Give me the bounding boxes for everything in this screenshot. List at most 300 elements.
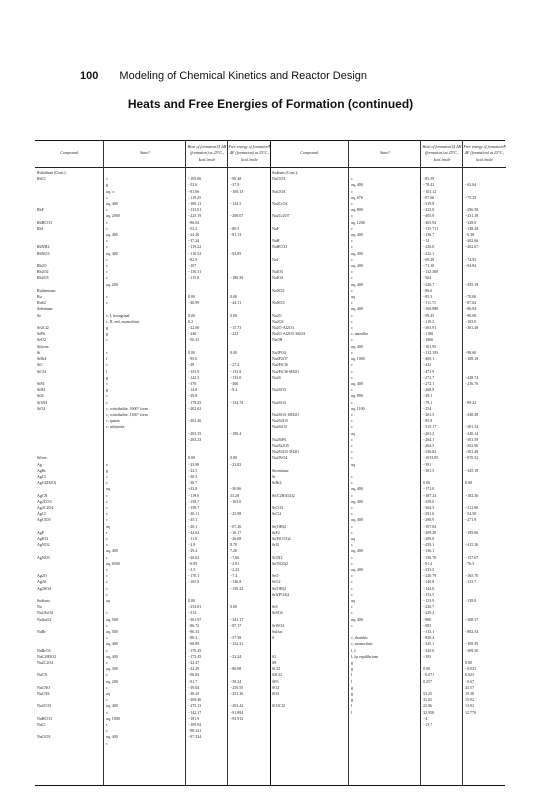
table-cell: c bbox=[106, 573, 108, 579]
table-cell: −230.38 bbox=[465, 411, 479, 417]
table-cell: l, λ bbox=[351, 647, 357, 653]
table-cell: aq, 400 bbox=[106, 548, 118, 554]
table-cell: −86.08 bbox=[230, 666, 242, 672]
compound-list bbox=[35, 168, 103, 741]
free-energy-column bbox=[462, 140, 506, 785]
table-cell: −53.2 bbox=[188, 225, 198, 231]
table-cell: −459.1 bbox=[423, 542, 435, 548]
table-cell: Ruthenium: bbox=[37, 287, 56, 293]
table-cell: −91.4 bbox=[423, 560, 433, 566]
table-cell: −135.711 bbox=[423, 225, 439, 231]
table-cell: −182.36 bbox=[465, 492, 479, 498]
table-cell: c bbox=[351, 492, 353, 498]
table-cell: −246 bbox=[188, 331, 197, 337]
table-cell: −301.28 bbox=[465, 449, 479, 455]
table-cell: c bbox=[106, 672, 108, 678]
table-cell: Na2WO4 bbox=[272, 455, 288, 461]
table-cell: Sodium (Cont.): bbox=[272, 170, 299, 175]
table-cell: 22.96 bbox=[423, 703, 432, 709]
table-cell: SrBr2 bbox=[272, 480, 282, 486]
table-cell: RbF bbox=[37, 207, 44, 213]
table-cell: aq, 400 bbox=[351, 380, 363, 386]
table-cell: −91.7 bbox=[188, 678, 198, 684]
table-cell: aq, 400 bbox=[351, 567, 363, 572]
table-cell: c bbox=[106, 579, 108, 585]
table-cell: Rb2O3 bbox=[37, 275, 49, 281]
table-cell: Sr(OH)2 bbox=[272, 585, 286, 591]
table-cell: −165.8 bbox=[188, 579, 200, 585]
table-cell: −153.9 bbox=[188, 368, 200, 374]
table-cell: −203.23 bbox=[188, 436, 202, 442]
table-cell: l bbox=[106, 356, 108, 362]
table-cell: −80.5 bbox=[230, 225, 240, 231]
table-cell: −85.8 bbox=[423, 418, 433, 424]
table-cell: −128.28 bbox=[465, 225, 479, 231]
table-cell: −3.5 bbox=[188, 567, 196, 572]
table-cell: NaCN bbox=[37, 672, 48, 678]
compound-column bbox=[270, 140, 348, 785]
table-cell: −46.99 bbox=[188, 300, 200, 306]
table-cell: −23.82 bbox=[230, 461, 242, 467]
table-cell: NaHCO3 bbox=[37, 715, 53, 721]
table-cell: c bbox=[106, 535, 108, 541]
table-cell: −42.62 bbox=[188, 529, 200, 535]
table-cell: c bbox=[106, 504, 108, 510]
table-cell: SF6 bbox=[272, 678, 279, 684]
table-cell: g bbox=[351, 660, 353, 666]
table-cell: −465.9 bbox=[423, 213, 435, 219]
table-cell: −226.7 bbox=[423, 604, 435, 610]
table-cell: g bbox=[351, 666, 353, 672]
table-cell: c bbox=[106, 697, 108, 703]
table-cell: c bbox=[351, 573, 353, 579]
table-cell: c bbox=[106, 473, 108, 479]
table-cell: 0.00 bbox=[230, 604, 237, 610]
table-cell: −315.17 bbox=[423, 424, 437, 430]
table-cell: −158.7 bbox=[188, 504, 200, 510]
table-cell: Na bbox=[37, 604, 42, 610]
table-cell: −272.1 bbox=[423, 380, 435, 386]
table-cell: −9.4 bbox=[230, 387, 238, 393]
table-cell: NaClO3 bbox=[272, 176, 286, 182]
table-cell: −103.0 bbox=[465, 318, 477, 324]
table-cell: Na2O bbox=[272, 312, 282, 318]
table-cell: 0.00 bbox=[465, 660, 472, 666]
table-cell: NaClO3 bbox=[37, 734, 51, 740]
table-cell: Na2SiF6 bbox=[272, 436, 287, 442]
table-cell: SO3 bbox=[272, 691, 280, 697]
table-cell: c bbox=[106, 492, 108, 498]
table-cell: NaBr bbox=[37, 629, 46, 635]
table-cell: −254.81 bbox=[188, 604, 202, 610]
table-cell: −225.19 bbox=[188, 213, 202, 219]
table-cell: 0.00 bbox=[230, 349, 237, 355]
table-cell: −296.58 bbox=[465, 207, 479, 213]
table-cell: −165.70 bbox=[465, 573, 479, 579]
table-cell: −187.24 bbox=[423, 492, 437, 498]
table-cell: −203.42 bbox=[230, 703, 244, 709]
table-cell: c bbox=[351, 449, 353, 455]
table-cell: aq bbox=[106, 523, 110, 529]
table-cell: −86.04 bbox=[188, 219, 200, 225]
table-cell: −264.5 bbox=[423, 442, 435, 448]
table-cell: AgNO2 bbox=[37, 542, 50, 548]
table-cell: 53.25 bbox=[423, 691, 432, 697]
table-cell: −87.62 bbox=[465, 300, 477, 306]
table-cell: c bbox=[106, 244, 108, 250]
table-cell: −272.7 bbox=[423, 374, 435, 380]
table-cell: 0.023 bbox=[465, 672, 474, 678]
table-cell: −29.8 bbox=[188, 393, 198, 399]
table-cell: c bbox=[351, 436, 353, 442]
table-cell: Si3N4 bbox=[37, 399, 48, 405]
table-cell: −23.98 bbox=[188, 461, 200, 467]
heat-header: Heat of formation‡§ ΔH (formation) at 25°C., kcal./mole bbox=[186, 140, 228, 168]
table-cell: −13.7 bbox=[423, 722, 433, 728]
table-cell: g bbox=[106, 182, 108, 188]
free-energy-list bbox=[228, 168, 271, 722]
table-cell: c bbox=[351, 269, 353, 275]
table-cell: c bbox=[106, 542, 108, 548]
table-cell: SrO2 bbox=[272, 579, 281, 585]
table-cell: −109.39 bbox=[465, 641, 479, 647]
table-cell: −139.22 bbox=[230, 585, 244, 591]
table-cell: −209.07 bbox=[230, 213, 244, 219]
table-cell: c bbox=[106, 610, 108, 616]
table-cell: S bbox=[272, 635, 275, 641]
table-cell: c, monoclinic bbox=[351, 641, 373, 647]
table-cell: −30.86 bbox=[230, 486, 242, 492]
table-cell: −86.72 bbox=[188, 622, 200, 628]
table-cell: −264.1 bbox=[423, 436, 435, 442]
table-cell: +33.8 bbox=[188, 486, 198, 492]
table-cell: −44.11 bbox=[230, 300, 242, 306]
table-cell: SrSO4 bbox=[272, 610, 283, 616]
table-cell: c bbox=[106, 256, 108, 262]
table-cell: −251.36 bbox=[230, 691, 244, 697]
table-cell: −26.08 bbox=[230, 535, 242, 541]
table-cell: Na2O2 bbox=[272, 318, 284, 324]
table-cell: −119.22 bbox=[188, 244, 202, 250]
table-cell: −197.84 bbox=[423, 523, 437, 529]
table-cell: −179.25 bbox=[188, 399, 202, 405]
table-cell: NaCNO bbox=[37, 684, 51, 690]
table-cell: −130.31 bbox=[188, 269, 202, 275]
table-cell: −233.5 bbox=[423, 567, 435, 572]
table-cell: −38.25 bbox=[188, 691, 200, 697]
table-cell: c bbox=[351, 399, 353, 405]
table-cell: −14 bbox=[423, 238, 430, 244]
table-cell: g bbox=[106, 387, 108, 393]
table-cell: −62.64 bbox=[465, 182, 477, 188]
table-cell: SrI2 bbox=[272, 542, 279, 548]
table-cell: −90.06 bbox=[465, 312, 477, 318]
table-cell: −30.3 bbox=[188, 473, 198, 479]
table-cell: SrO bbox=[272, 573, 279, 579]
table-cell: Si bbox=[37, 349, 41, 355]
table-cell: aq, 300 bbox=[106, 666, 118, 672]
table-cell: aq, 400 bbox=[106, 703, 118, 709]
table-cell: Ag bbox=[37, 461, 42, 467]
table-cell: c, II, red, monoclinic bbox=[106, 318, 140, 324]
table-cell: −112.300 bbox=[423, 269, 439, 275]
table-cell: Sodium: bbox=[37, 598, 51, 604]
table-cell: −314 bbox=[188, 610, 197, 616]
table-cell: NaOH bbox=[272, 337, 283, 343]
state-list bbox=[349, 168, 421, 716]
table-cell: −381.5 bbox=[423, 467, 435, 473]
table-cell: −428.74 bbox=[465, 374, 479, 380]
table-cell: −250.55 bbox=[230, 684, 244, 690]
table-cell: −0.023 bbox=[465, 666, 477, 672]
table-cell: aq bbox=[351, 430, 355, 436]
table-cell: c bbox=[106, 622, 108, 628]
table-cell: −87.17 bbox=[230, 622, 242, 628]
table-cell: SrF2 bbox=[272, 529, 280, 535]
table-cell: aq, 400 bbox=[351, 182, 363, 188]
table-cell: −336.82 bbox=[423, 449, 437, 455]
table-cell: −39.24 bbox=[230, 678, 242, 684]
table-cell: −393 bbox=[423, 653, 432, 659]
table-cell: Na4P2O7 bbox=[272, 356, 288, 362]
table-cell: SiBr4 bbox=[37, 356, 47, 362]
table-cell: NaI bbox=[272, 256, 278, 262]
table-cell: c bbox=[351, 604, 353, 610]
table-cell: aq, 500 bbox=[106, 629, 118, 635]
table-cell: l bbox=[351, 709, 353, 715]
table-cell: Na2Cr2O7 bbox=[272, 213, 290, 219]
table-cell: Ru bbox=[37, 294, 42, 300]
table-cell: −190.4 bbox=[230, 430, 242, 436]
table-cell: c bbox=[106, 461, 108, 467]
center-divider bbox=[270, 140, 271, 785]
table-cell: c bbox=[351, 188, 353, 194]
table-cell: c, I, hexagonal bbox=[106, 312, 130, 318]
table-cell: Se bbox=[37, 312, 41, 318]
table-cell: −360 bbox=[230, 380, 239, 386]
table-cell: NaNO2 bbox=[272, 287, 285, 293]
table-cell: c bbox=[351, 542, 353, 548]
table-cell: −1866 bbox=[423, 337, 434, 343]
table-cell: c bbox=[106, 498, 108, 504]
table-cell: −309.30 bbox=[465, 647, 479, 653]
table-cell: −323.0 bbox=[423, 207, 435, 213]
table-cell: −208.37 bbox=[465, 616, 479, 622]
table-cell: S8 bbox=[272, 660, 277, 666]
table-cell: −30.7 bbox=[188, 480, 198, 486]
table-cell: −20.1 bbox=[188, 523, 198, 529]
table-cell: 0.00 bbox=[423, 666, 430, 672]
table-cell: −195.66 bbox=[465, 529, 479, 535]
table-cell: −91.894 bbox=[230, 709, 244, 715]
table-cell: −68.89 bbox=[188, 641, 200, 647]
table-cell: c bbox=[351, 300, 353, 306]
table-cell: 32.958 bbox=[423, 709, 434, 715]
table-cell: AgCl(H2O) bbox=[37, 480, 57, 486]
table-cell: aq, 676 bbox=[351, 194, 363, 200]
table-cell: c, natrolite bbox=[351, 331, 369, 337]
table-cell: −80.2 bbox=[188, 635, 198, 641]
table-cell: c bbox=[351, 213, 353, 219]
compound-header: Compound bbox=[35, 140, 103, 168]
table-cell: Sr3N2 bbox=[272, 554, 283, 560]
table-cell: 0.257 bbox=[423, 678, 432, 684]
table-cell: 43.57 bbox=[465, 684, 474, 690]
table-cell: 8.78 bbox=[230, 542, 237, 548]
table-cell: c bbox=[106, 269, 108, 275]
table-cell: −2.81 bbox=[230, 560, 240, 566]
table-cell: Na2O·Al2O3·3SiO2 bbox=[272, 331, 306, 337]
table-cell: aq bbox=[351, 598, 355, 604]
table-cell: c bbox=[106, 393, 108, 399]
table-cell: −261.5 bbox=[423, 411, 435, 417]
table-cell: aq, 400 bbox=[351, 232, 363, 238]
heat-list bbox=[421, 168, 463, 728]
table-cell: c bbox=[106, 529, 108, 535]
table-cell: −980 bbox=[423, 616, 432, 622]
table-cell: SiF4 bbox=[37, 380, 45, 386]
table-cell: c bbox=[106, 176, 108, 182]
table-cell: −202.67 bbox=[465, 244, 479, 250]
table-cell: −222.1 bbox=[423, 250, 435, 256]
table-cell: AgCN bbox=[37, 492, 48, 498]
table-cell: c bbox=[351, 238, 353, 244]
table-cell: c bbox=[351, 622, 353, 628]
table-cell: SrWO4 bbox=[272, 622, 285, 628]
table-right-half bbox=[270, 140, 505, 785]
table-cell: −345.1 bbox=[423, 641, 435, 647]
table-cell: SiI4 bbox=[37, 393, 44, 399]
table-cell: c bbox=[351, 256, 353, 262]
table-cell: −37.24 bbox=[188, 238, 200, 244]
table-cell: −86.33 bbox=[188, 629, 200, 635]
table-cell: c bbox=[351, 176, 353, 182]
table-cell: c bbox=[351, 523, 353, 529]
running-title: Modeling of Chemical Kinetics and Reactor Design bbox=[119, 70, 368, 82]
table-cell: 0.00 bbox=[423, 480, 430, 486]
table-cell: −171.0 bbox=[423, 486, 435, 492]
table-cell: −311.90 bbox=[465, 504, 479, 510]
table-cell: NaBrO3 bbox=[37, 647, 51, 653]
table-cell: AgCl bbox=[37, 473, 46, 479]
table-cell: Sr(HCO3)2 bbox=[272, 535, 291, 541]
table-cell: NaNO3 bbox=[272, 300, 285, 306]
table-cell: Ag2CO3 bbox=[37, 498, 52, 504]
table-cell: −119.5 bbox=[188, 492, 200, 498]
table-cell: c bbox=[106, 219, 108, 225]
table-cell: c bbox=[106, 380, 108, 386]
table-cell: g bbox=[106, 374, 108, 380]
table-cell: Na2SO3 bbox=[272, 387, 286, 393]
table-cell: aq, 200 bbox=[106, 281, 118, 287]
table-cell: −106.880 bbox=[423, 306, 439, 312]
table-cell: Selenium: bbox=[37, 306, 54, 312]
table-cell: −14.8 bbox=[188, 387, 198, 393]
table-cell: −133.0 bbox=[230, 374, 242, 380]
table-cell: −291.6 bbox=[423, 511, 435, 517]
table-cell: aq, 2000 bbox=[106, 213, 120, 219]
table-cell: Rb2O2 bbox=[37, 269, 49, 275]
table-cell: c bbox=[351, 225, 353, 231]
table-cell: c bbox=[351, 387, 353, 393]
table-cell: −412 bbox=[423, 362, 432, 368]
table-cell: −110.52 bbox=[188, 250, 202, 256]
table-cell: c bbox=[106, 517, 108, 523]
table-cell: aq, 400 bbox=[351, 517, 363, 523]
table-cell: c bbox=[351, 337, 353, 343]
table-cell: g bbox=[106, 331, 108, 337]
table-cell: −431.18 bbox=[465, 213, 479, 219]
table-cell: −358.0 bbox=[423, 498, 435, 504]
table-cell: SrCO3 bbox=[272, 504, 284, 510]
table-cell bbox=[465, 716, 504, 722]
table-cell: −107 bbox=[188, 263, 197, 269]
table-cell: −153.5 bbox=[423, 591, 435, 597]
table-cell: −361.49 bbox=[465, 325, 479, 331]
table-cell: −341.17 bbox=[230, 616, 244, 622]
table-cell: −96.48 bbox=[230, 176, 242, 182]
table-cell: −81.06 bbox=[188, 188, 200, 194]
table-cell: l bbox=[351, 678, 353, 684]
table-cell: c bbox=[106, 480, 108, 486]
table-cell: c bbox=[351, 424, 353, 430]
table-cell: −2.23 bbox=[230, 567, 240, 572]
table-cell: Silicon: bbox=[37, 343, 50, 349]
table-cell: −345.0 bbox=[423, 647, 435, 653]
table-cell: −69.28 bbox=[423, 256, 435, 262]
table-cell: AgIO3 bbox=[37, 535, 49, 541]
table-cell: −74.92 bbox=[465, 256, 477, 262]
table-cell: −113.1 bbox=[423, 629, 435, 635]
table-cell: c bbox=[106, 511, 108, 517]
table-cell: 0.00 bbox=[188, 455, 195, 461]
table-cell: NaClO4 bbox=[272, 188, 286, 194]
table-cell: −93.912 bbox=[230, 715, 244, 721]
table-cell: 12.770 bbox=[465, 709, 476, 715]
table-cell: −268.9 bbox=[423, 387, 435, 393]
table-cell: Na2S2O3·5H2O bbox=[272, 449, 299, 455]
table-cell: NaH bbox=[272, 238, 280, 244]
table-cell: −4 bbox=[423, 715, 428, 721]
table-cell: −870.52 bbox=[465, 455, 479, 461]
table-cell: −290.9 bbox=[423, 517, 435, 523]
table-cell: −139.0 bbox=[465, 598, 477, 604]
table-cell: −134.74 bbox=[230, 399, 244, 405]
table-cell: c bbox=[351, 529, 353, 535]
table-cell: c bbox=[106, 300, 108, 306]
table-cell: c bbox=[351, 201, 353, 207]
table-cell: aq, 400 bbox=[106, 734, 118, 740]
table-cell: c bbox=[351, 418, 353, 424]
table-cell: Sr(OH)2 bbox=[272, 523, 286, 529]
table-cell: AgNO3 bbox=[37, 554, 50, 560]
table-cell: c bbox=[106, 207, 108, 213]
table-cell: −153.9 bbox=[423, 598, 435, 604]
table-cell: aq bbox=[351, 535, 355, 541]
free-energy-header: Free energy of formation¶ ΔF (formation) at 25°C., kcal./mole bbox=[463, 140, 506, 168]
table-cell: c bbox=[106, 591, 108, 597]
table-cell: −112.193 bbox=[423, 349, 439, 355]
table-cell: 0.00 bbox=[188, 312, 195, 318]
table-cell: −202.66 bbox=[465, 238, 479, 244]
table-cell: c bbox=[351, 362, 353, 368]
table-cell: 0.00 bbox=[230, 312, 237, 318]
table-cell: RbNO3 bbox=[37, 250, 50, 256]
table-cell: g bbox=[351, 684, 353, 690]
table-cell: SO2Cl2 bbox=[272, 703, 285, 709]
table-cell: l bbox=[106, 368, 108, 374]
table-cell: −415.26 bbox=[465, 542, 479, 548]
